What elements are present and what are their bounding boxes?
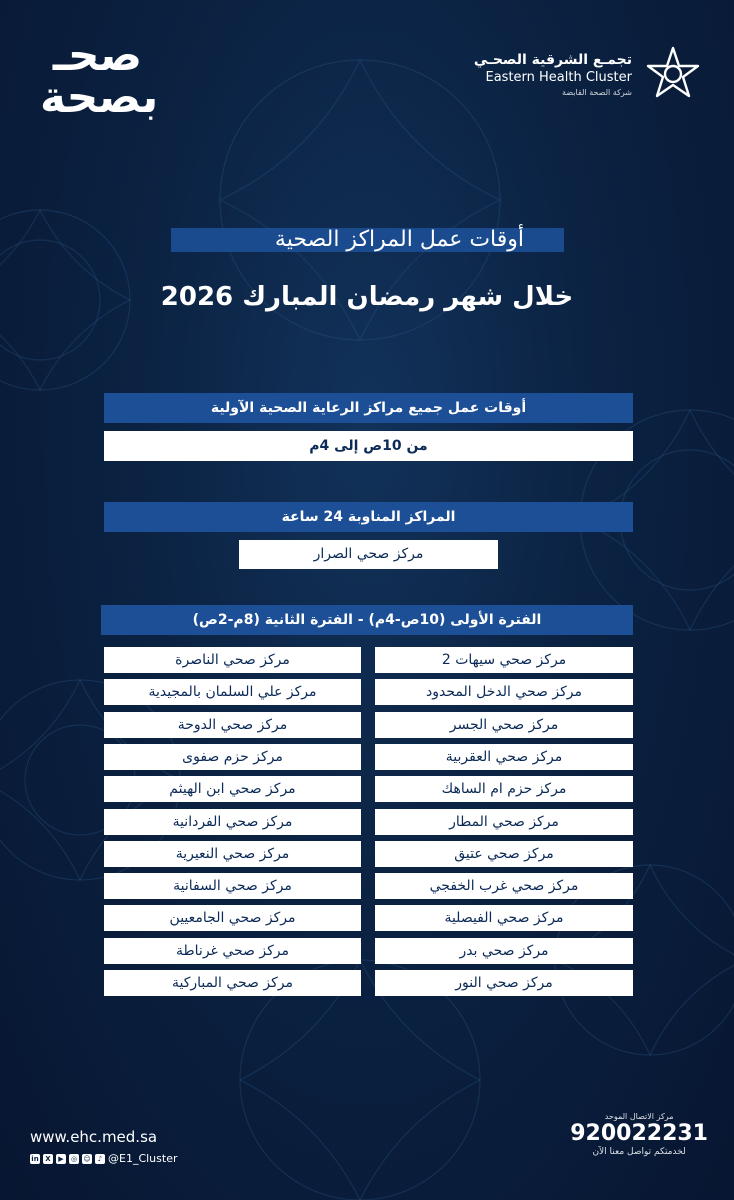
center-item: مركز صحي المطار	[375, 809, 633, 835]
primary-care-hours: من 10ص إلى 4م	[104, 431, 633, 461]
center-item: مركز حزم صفوى	[104, 744, 361, 770]
center-item: مركز صحي سيهات 2	[375, 647, 633, 673]
phone-subtitle: لخدمتكم تواصل معنا الآن	[592, 1147, 686, 1157]
cluster-name-en: Eastern Health Cluster	[485, 70, 632, 85]
campaign-logo-line1: صحـ	[52, 30, 143, 81]
linkedin-icon[interactable]: in	[31, 1154, 39, 1163]
center-item: مركز صحي الدخل المحدود	[375, 679, 633, 705]
center-item: مركز صحي الدوحة	[104, 712, 361, 738]
social-links	[30, 1152, 178, 1165]
cluster-name	[474, 51, 632, 99]
x-icon[interactable]: X	[43, 1154, 53, 1164]
center-item: مركز صحي عتيق	[375, 841, 633, 867]
center-item: مركز صحي الفيصلية	[375, 905, 633, 931]
shifts-header: الفترة الأولى (10ص-4م) - الفترة الثانية (8م-2ص)	[101, 605, 633, 635]
snapchat-icon[interactable]: ☺	[83, 1154, 91, 1163]
center-item: مركز صحي بدر	[375, 938, 633, 964]
center-item: مركز صحي السفانية	[104, 873, 361, 899]
campaign-logo	[40, 30, 159, 123]
center-item: مركز صحي العقربية	[375, 744, 633, 770]
cluster-subtitle: شركة الصحة القابضة	[562, 88, 632, 97]
tiktok-icon[interactable]: ♪	[95, 1154, 105, 1164]
onduty-header: المراكز المناوبة 24 ساعة	[104, 502, 633, 532]
primary-care-header: أوقات عمل جميع مراكز الرعاية الصحية الآولية	[104, 393, 633, 423]
center-item: مركز صحي غرناطة	[104, 938, 361, 964]
youtube-icon[interactable]: ▶	[56, 1154, 66, 1164]
phone-caption: مركز الاتصال الموحد	[604, 1112, 674, 1121]
center-item: مركز صحي الناصرة	[104, 647, 361, 673]
center-item: مركز صحي الفردانية	[104, 809, 361, 835]
onduty-center: مركز صحي الصرار	[239, 540, 498, 569]
phone-number[interactable]: 920022231	[570, 1121, 708, 1146]
cluster-name-ar: تجمـع الشرقية الصحـي	[473, 52, 632, 68]
campaign-logo-line2: بصحة	[40, 72, 159, 123]
instagram-icon[interactable]: ◎	[70, 1154, 78, 1163]
center-item: مركز صحي المباركية	[104, 970, 361, 996]
website-link[interactable]: www.ehc.med.sa	[30, 1128, 158, 1146]
center-item: مركز صحي ابن الهيثم	[104, 776, 361, 802]
page-title: أوقات عمل المراكز الصحية	[171, 228, 564, 252]
center-item: مركز صحي الجامعيين	[104, 905, 361, 931]
center-item: مركز صحي غرب الخفجي	[375, 873, 633, 899]
center-item: مركز صحي الجسر	[375, 712, 633, 738]
center-item: مركز علي السلمان بالمجيدية	[104, 679, 361, 705]
page-subtitle: خلال شهر رمضان المبارك 2026	[160, 282, 574, 312]
cluster-logo	[474, 44, 704, 106]
contact-center	[570, 1112, 708, 1157]
center-item: مركز صحي النعيرية	[104, 841, 361, 867]
cluster-emblem-icon	[642, 44, 704, 106]
social-handle: @E1_Cluster	[108, 1152, 178, 1165]
center-item: مركز حزم ام الساهك	[375, 776, 633, 802]
center-item: مركز صحي النور	[375, 970, 633, 996]
